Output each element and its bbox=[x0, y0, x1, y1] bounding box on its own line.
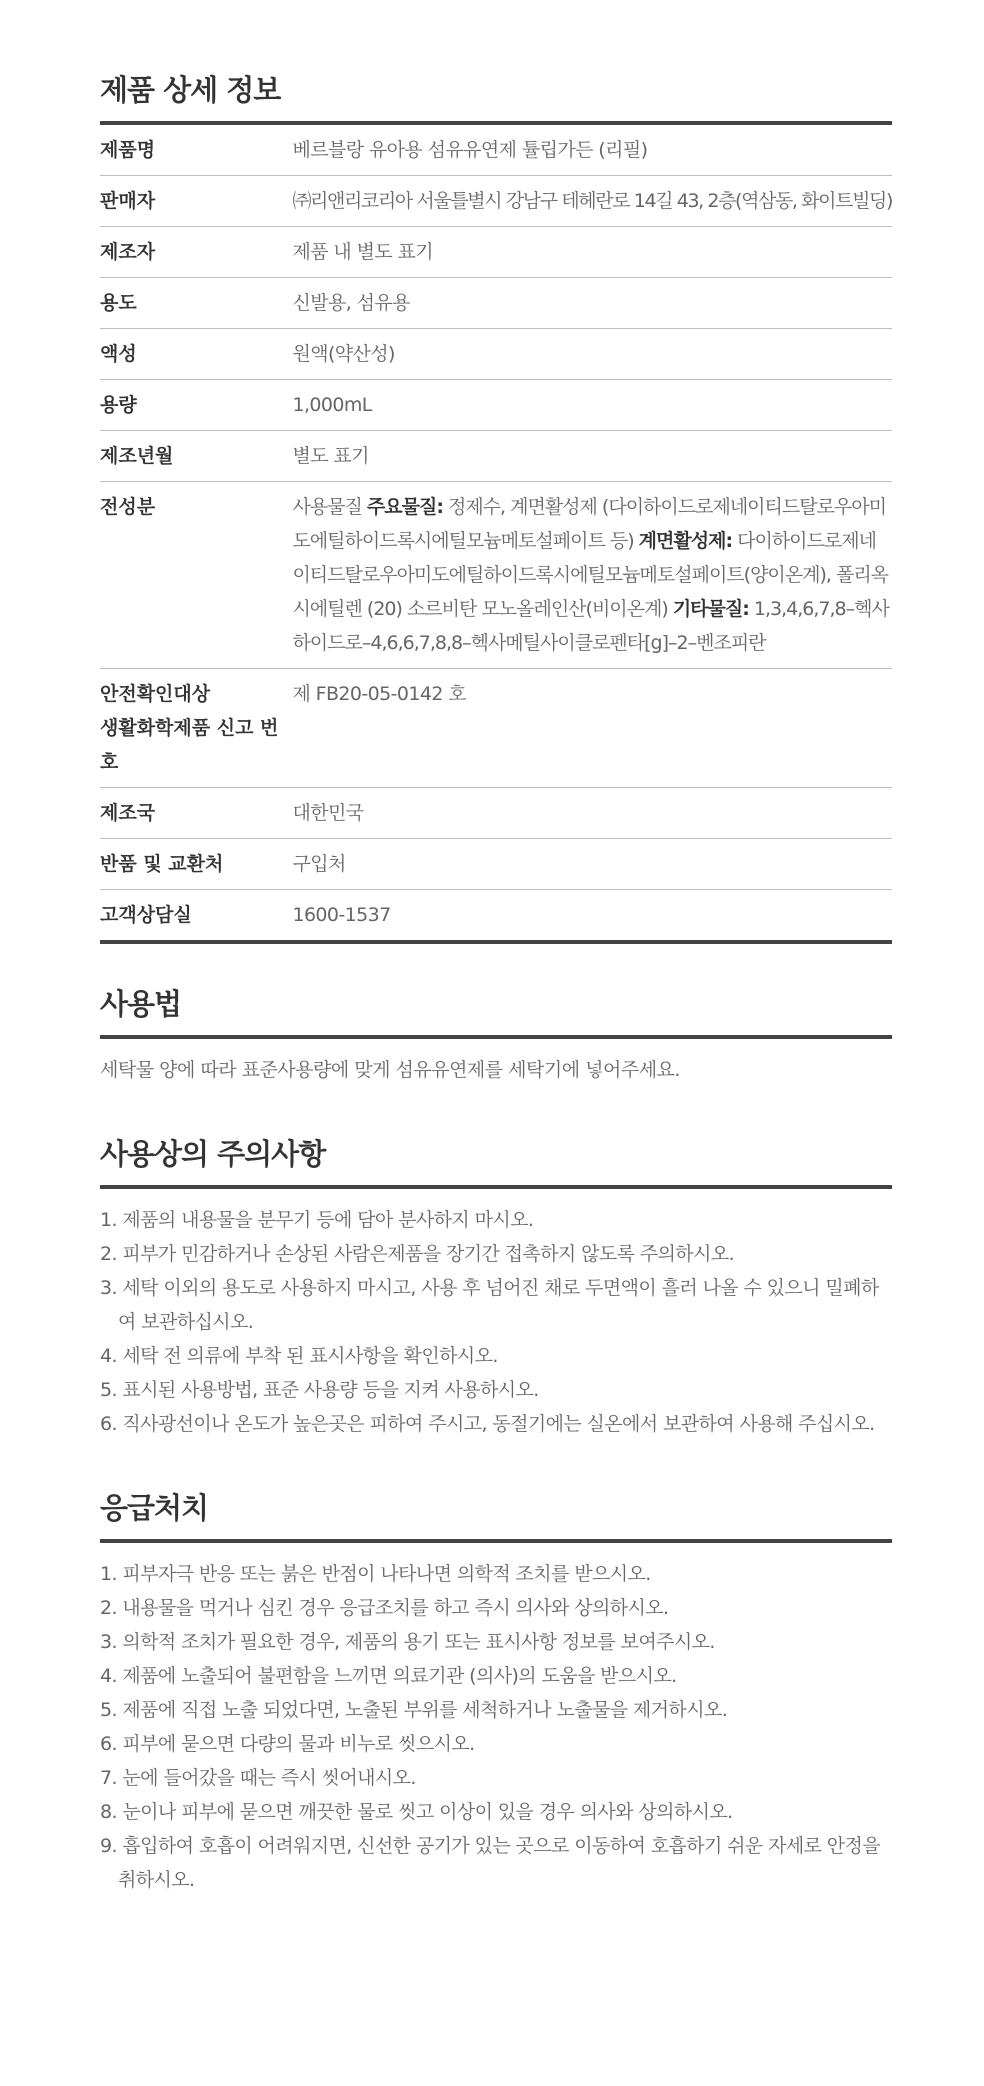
list-item: 4. 제품에 노출되어 불편함을 느끼면 의료기관 (의사)의 도움을 받으시오. bbox=[100, 1665, 677, 1687]
row-value: 1,000mL bbox=[292, 394, 372, 416]
ingredients-key-surfactant: 계면활성제: bbox=[638, 530, 733, 552]
table-row bbox=[100, 839, 892, 890]
caution-list bbox=[100, 1203, 892, 1441]
row-label: 고객상담실 bbox=[100, 904, 192, 926]
product-detail-section bbox=[100, 68, 892, 944]
ingredients-key-main: 주요물질: bbox=[366, 496, 443, 518]
row-value: 신발용, 섬유용 bbox=[292, 292, 410, 314]
row-label: 판매자 bbox=[100, 190, 156, 212]
table-row bbox=[100, 788, 892, 839]
list-item: 6. 피부에 묻으면 다량의 물과 비누로 씻으시오. bbox=[100, 1733, 475, 1755]
row-label: 용량 bbox=[100, 394, 137, 416]
section-title-detail: 제품 상세 정보 bbox=[100, 68, 892, 125]
row-label: 제품명 bbox=[100, 139, 156, 161]
section-title-caution: 사용상의 주의사항 bbox=[100, 1132, 892, 1189]
firstaid-section bbox=[100, 1486, 892, 1897]
list-item: 4. 세탁 전 의류에 부착 된 표시사항을 확인하시오. bbox=[100, 1345, 498, 1367]
section-title-usage: 사용법 bbox=[100, 982, 892, 1039]
ingredients-part-3: 다이하이드로제네이티드탈로우아미도에틸하이드록시에틸모늄메토설페이트(양이온계), 폴리옥시에틸렌 (20) 소르비탄 모노올레인산(비이온계) bbox=[292, 530, 889, 620]
table-row-safety bbox=[100, 669, 892, 788]
row-value: 대한민국 bbox=[292, 802, 364, 824]
ingredients-key-other: 기타물질: bbox=[672, 598, 749, 620]
row-value: ㈜리앤리코리아 서울틀별시 강남구 테헤란로 14길 43, 2층(역삼동, 화이트빌딩) bbox=[292, 190, 892, 212]
table-row bbox=[100, 431, 892, 482]
table-row bbox=[100, 380, 892, 431]
row-value: 원액(약산성) bbox=[292, 343, 395, 365]
table-row bbox=[100, 176, 892, 227]
row-value: 제품 내 별도 표기 bbox=[292, 241, 434, 263]
table-row-ingredients bbox=[100, 482, 892, 669]
list-item: 5. 표시된 사용방법, 표준 사용량 등을 지켜 사용하시오. bbox=[100, 1379, 539, 1401]
list-item: 3. 세탁 이외의 용도로 사용하지 마시고, 사용 후 넘어진 채로 두면액이 흘러 나올 수 있으니 밀폐하여 보관하십시오. bbox=[100, 1277, 879, 1333]
table-row bbox=[100, 890, 892, 943]
list-item: 5. 제품에 직접 노출 되었다면, 노출된 부위를 세척하거나 노출물을 제거하시오. bbox=[100, 1699, 728, 1721]
safety-label-line1: 안전확인대상 bbox=[100, 683, 211, 705]
row-label bbox=[100, 669, 292, 788]
usage-text: 세탁물 양에 따라 표준사용량에 맞게 섬유유연제를 세탁기에 넣어주세요. bbox=[100, 1059, 680, 1081]
row-label: 반품 및 교환처 bbox=[100, 853, 224, 875]
detail-table bbox=[100, 125, 892, 944]
firstaid-list bbox=[100, 1557, 892, 1897]
row-value: 베르블랑 유아용 섬유유연제 튤립가든 (리필) bbox=[292, 139, 648, 161]
row-label: 제조국 bbox=[100, 802, 156, 824]
ingredients-part-1: 사용물질 bbox=[292, 496, 367, 518]
row-value: 1600-1537 bbox=[292, 904, 391, 926]
table-row bbox=[100, 278, 892, 329]
table-row bbox=[100, 329, 892, 380]
ingredients-part-4: 1,3,4,6,7,8–헥사하이드로–4,6,6,7,8,8–헥사메틸사이클로펜타[g]–2–벤조피란 bbox=[292, 598, 889, 654]
list-item: 6. 직사광선이나 온도가 높은곳은 피하여 주시고, 동절기에는 실온에서 보관하여 사용해 주십시오. bbox=[100, 1413, 875, 1435]
caution-section bbox=[100, 1132, 892, 1441]
safety-label-line2: 생활화학제품 신고 번호 bbox=[100, 717, 279, 773]
list-item: 2. 피부가 민감하거나 손상된 사람은제품을 장기간 접촉하지 않도록 주의하시오. bbox=[100, 1243, 735, 1265]
ingredients-part-2: 정제수, 계면활성제 (다이하이드로제네이티드탈로우아미도에틸하이드록시에틸모늄메토설페이트 등) bbox=[292, 496, 887, 552]
list-item: 2. 내용물을 먹거나 심킨 경우 응급조치를 하고 즉시 의사와 상의하시오. bbox=[100, 1597, 669, 1619]
row-label: 제조년월 bbox=[100, 445, 174, 467]
row-value: 구입처 bbox=[292, 853, 346, 875]
row-label: 제조자 bbox=[100, 241, 156, 263]
ingredients-value bbox=[292, 482, 892, 669]
list-item: 1. 피부자극 반응 또는 붉은 반점이 나타나면 의학적 조치를 받으시오. bbox=[100, 1563, 651, 1585]
table-row bbox=[100, 125, 892, 176]
row-label: 용도 bbox=[100, 292, 137, 314]
list-item: 9. 흡입하여 호흡이 어려워지면, 신선한 공기가 있는 곳으로 이동하여 호흡하기 쉬운 자세로 안정을 취하시오. bbox=[100, 1835, 881, 1891]
row-label: 액성 bbox=[100, 343, 137, 365]
table-row bbox=[100, 227, 892, 278]
row-label: 전성분 bbox=[100, 496, 156, 518]
row-value: 별도 표기 bbox=[292, 445, 369, 467]
list-item: 8. 눈이나 피부에 묻으면 깨끗한 물로 씻고 이상이 있을 경우 의사와 상의하시오. bbox=[100, 1801, 733, 1823]
list-item: 1. 제품의 내용물을 분무기 등에 담아 분사하지 마시오. bbox=[100, 1209, 534, 1231]
section-title-firstaid: 응급처치 bbox=[100, 1486, 892, 1543]
list-item: 7. 눈에 들어갔을 때는 즉시 씻어내시오. bbox=[100, 1767, 416, 1789]
row-value: 제 FB20-05-0142 호 bbox=[292, 683, 467, 705]
list-item: 3. 의학적 조치가 필요한 경우, 제품의 용기 또는 표시사항 정보를 보여주시오. bbox=[100, 1631, 715, 1653]
usage-section bbox=[100, 982, 892, 1087]
